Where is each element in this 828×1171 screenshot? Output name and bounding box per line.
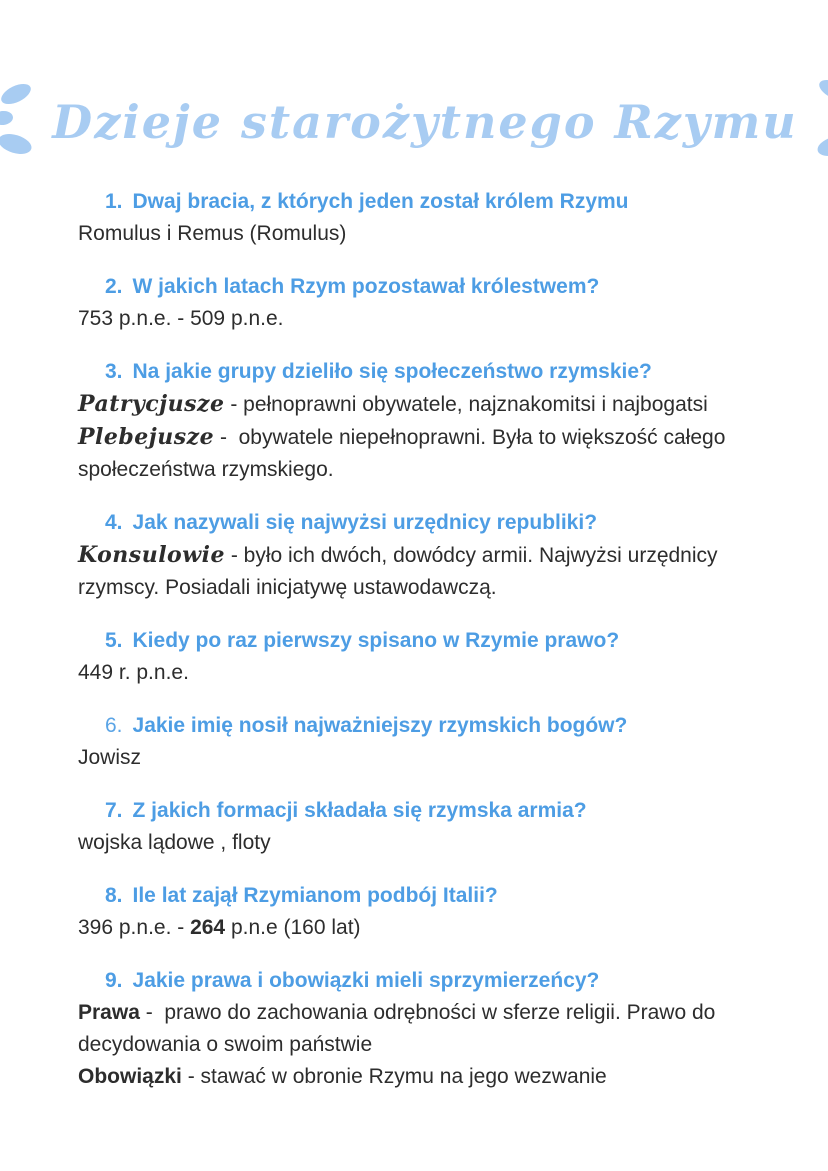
qa-list <box>78 186 782 1093</box>
question-text: W jakich latach Rzym pozostawał królestwem? <box>132 275 600 298</box>
answer-text <box>78 827 782 859</box>
answer-segment: Obowiązki <box>78 1065 182 1088</box>
title-row <box>52 74 798 170</box>
question-line <box>78 710 782 742</box>
qa-block <box>78 625 782 689</box>
question-text: Jak nazywali się najwyżsi urzędnicy republiki? <box>132 511 598 534</box>
answer-text <box>78 997 782 1093</box>
question-line <box>78 507 782 539</box>
question-text: Jakie imię nosił najważniejszy rzymskich bogów? <box>132 714 628 737</box>
brush-flourish-right-icon <box>812 74 828 170</box>
answer-segment: Konsulowie <box>78 542 226 568</box>
answer-text <box>78 912 782 944</box>
question-number: 7. <box>105 799 123 822</box>
answer-text <box>78 742 782 774</box>
question-line <box>78 965 782 997</box>
question-text: Z jakich formacji składała się rzymska armia? <box>132 799 587 822</box>
question-number: 3. <box>105 360 123 383</box>
page-title: Dzieje starożytnego Rzymu <box>52 95 798 149</box>
question-number: 9. <box>105 969 123 992</box>
answer-segment: - obywatele niepełnoprawni. Była to większość całego społeczeństwa rzymskiego. <box>78 426 732 481</box>
qa-block <box>78 965 782 1093</box>
question-number: 4. <box>105 511 123 534</box>
qa-block <box>78 710 782 774</box>
answer-text <box>78 388 782 486</box>
answer-segment: Plebejusze <box>78 424 215 450</box>
qa-block <box>78 271 782 335</box>
brush-flourish-left-icon <box>0 80 38 164</box>
answer-text <box>78 539 782 604</box>
question-text: Jakie prawa i obowiązki mieli sprzymierzeńcy? <box>132 969 600 992</box>
answer-segment: wojska lądowe , floty <box>78 831 271 854</box>
qa-block <box>78 186 782 250</box>
answer-segment: 753 p.n.e. - 509 p.n.e. <box>78 307 284 330</box>
answer-segment: Patrycjusze <box>78 391 225 417</box>
answer-segment: - stawać w obronie Rzymu na jego wezwanie <box>181 1065 607 1088</box>
question-line <box>78 795 782 827</box>
answer-segment: - było ich dwóch, dowódcy armii. Najwyżsi urzędnicy rzymscy. Posiadali inicjatywę ustawodawczą. <box>78 544 724 599</box>
answer-segment: p.n.e (160 lat) <box>225 916 361 939</box>
question-text: Na jakie grupy dzieliło się społeczeństwo rzymskie? <box>132 360 652 383</box>
question-text: Ile lat zajął Rzymianom podbój Italii? <box>132 884 498 907</box>
answer-text <box>78 303 782 335</box>
answer-text <box>78 218 782 250</box>
question-line <box>78 356 782 388</box>
question-line <box>78 186 782 218</box>
answer-segment: - pełnoprawni obywatele, najznakomitsi i najbogatsi <box>224 393 708 416</box>
question-number: 6. <box>105 714 123 737</box>
qa-block <box>78 356 782 486</box>
question-number: 8. <box>105 884 123 907</box>
answer-segment: 396 p.n.e. - <box>78 916 191 939</box>
answer-segment: 264 <box>190 916 226 939</box>
question-number: 5. <box>105 629 123 652</box>
answer-segment: 449 r. p.n.e. <box>78 661 189 684</box>
answer-segment: Romulus i Remus (Romulus) <box>78 222 347 245</box>
question-text: Dwaj bracia, z których jeden został królem Rzymu <box>132 190 629 213</box>
answer-segment: Prawa <box>78 1001 140 1024</box>
question-number: 2. <box>105 275 123 298</box>
answer-segment: - prawo do zachowania odrębności w sferze religii. Prawo do decydowania o swoim państwie <box>78 1001 722 1056</box>
question-line <box>78 880 782 912</box>
question-number: 1. <box>105 190 123 213</box>
question-line <box>78 625 782 657</box>
answer-text <box>78 657 782 689</box>
qa-block <box>78 880 782 944</box>
qa-block <box>78 507 782 604</box>
question-line <box>78 271 782 303</box>
answer-segment: Jowisz <box>78 746 142 769</box>
qa-block <box>78 795 782 859</box>
question-text: Kiedy po raz pierwszy spisano w Rzymie prawo? <box>132 629 620 652</box>
